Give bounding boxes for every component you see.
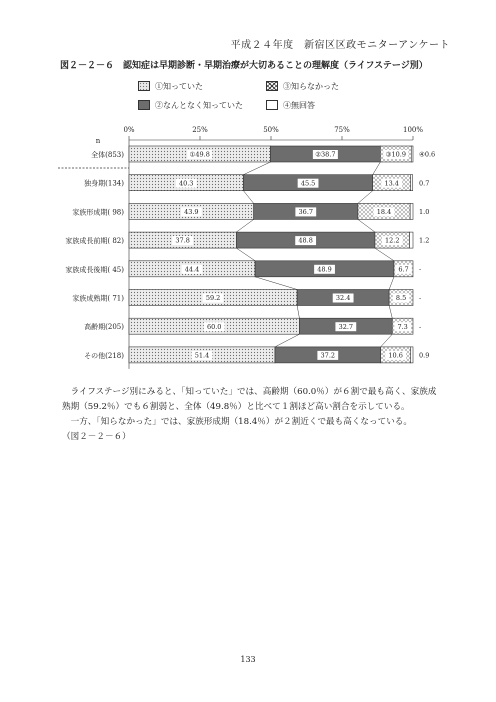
category-label: 家族形成期( 98) — [72, 208, 124, 217]
data-label-know: 44.4 — [184, 265, 200, 274]
category-label: その他(218) — [84, 351, 124, 360]
data-label-not-known: 6.7 — [398, 265, 409, 274]
bar-connector-line — [389, 306, 392, 319]
bar-connector-line — [255, 277, 297, 290]
bar-connector-line — [236, 248, 255, 261]
data-label-somewhat: 45.5 — [300, 179, 316, 188]
legend-item-not-known — [266, 80, 339, 92]
data-label-not-known: 10.6 — [388, 351, 403, 360]
bar-segment-no-answer — [411, 347, 413, 363]
x-tick-label: 50% — [263, 126, 279, 134]
bar-connector-line — [236, 219, 253, 232]
data-label-not-known: ③10.9 — [385, 150, 406, 159]
data-label-no-answer: 1.0 — [419, 208, 430, 216]
data-label-no-answer: 0.9 — [419, 351, 430, 360]
legend-item-somewhat — [138, 99, 243, 111]
bar-connector-line — [358, 191, 373, 204]
data-label-no-answer: 0.7 — [419, 179, 430, 188]
legend-label: ④無回答 — [283, 100, 315, 110]
bar-connector-line — [297, 306, 299, 319]
x-tick-label: 25% — [192, 126, 208, 134]
data-label-not-known: 13.4 — [384, 179, 399, 188]
data-label-know: 51.4 — [194, 351, 210, 360]
bar-connector-line — [275, 334, 299, 347]
legend-label: ①知っていた — [155, 81, 203, 91]
category-label: 家族成長前期( 82) — [65, 237, 124, 246]
legend-label: ③知らなかった — [283, 81, 339, 91]
bar-connector-line — [375, 248, 394, 261]
data-label-not-known: 8.5 — [395, 294, 407, 303]
x-tick-label: 0% — [123, 126, 135, 134]
n-label: n — [95, 137, 101, 145]
figure-title: 図２－２－６ 認知症は早期診断・早期治療が大切あることの理解度（ライフステージ別） — [60, 61, 428, 71]
body-paragraph: 一方、「知らなかった」では、家族形成期（18.4％）が２割近くで最も高くなっている。 — [70, 417, 412, 427]
data-label-somewhat: 48.8 — [298, 236, 313, 245]
data-label-no-answer: 1.2 — [419, 236, 430, 245]
data-label-know: 43.9 — [184, 208, 199, 216]
body-text — [62, 385, 444, 445]
data-label-no-answer: - — [419, 322, 422, 331]
data-label-somewhat: 48.9 — [317, 265, 332, 274]
bar-connector-line — [381, 334, 393, 347]
data-label-somewhat: 32.4 — [335, 294, 351, 303]
data-label-not-known: 7.3 — [397, 322, 408, 331]
category-label: 高齢期(205) — [84, 323, 124, 332]
data-label-no-answer: ④0.6 — [419, 150, 436, 159]
page-number: 133 — [240, 655, 256, 664]
legend-item-no-answer — [266, 99, 315, 111]
data-label-not-known: 18.4 — [376, 208, 392, 216]
category-label: 家族成長後期( 45) — [65, 265, 124, 274]
data-label-know: 59.2 — [205, 294, 221, 303]
bar-segment-no-answer — [411, 175, 413, 191]
data-label-somewhat: 32.7 — [338, 322, 354, 331]
data-label-know: 37.8 — [175, 236, 190, 245]
legend-swatch-dots — [138, 81, 150, 91]
body-paragraph: ライフステージ別にみると、「知っていた」では、高齢期（60.0％）が６割で最も高く、家族成熟期（59.2％）でも６割弱と、全体（49.8％）と比べて１割ほど高い割合を示している。 — [62, 387, 437, 412]
data-label-somewhat: 37.2 — [320, 351, 336, 360]
bar-connector-line — [358, 219, 375, 232]
legend-swatch-crosshatch — [266, 81, 278, 91]
page-header: 平成２４年度 新宿区区政モニターアンケート — [230, 40, 450, 51]
data-label-know: 40.3 — [178, 179, 194, 188]
bar-connector-line — [389, 277, 394, 290]
bar-segment-no-answer — [410, 232, 413, 248]
data-label-know: ①49.8 — [189, 150, 210, 159]
bar-segment-no-answer — [411, 146, 413, 162]
data-label-no-answer: - — [419, 294, 422, 303]
legend-swatch-white — [266, 100, 278, 110]
data-label-no-answer: - — [419, 265, 422, 274]
legend-label: ②なんとなく知っていた — [155, 100, 243, 110]
category-label: 独身期(134) — [84, 179, 124, 188]
data-label-somewhat: ②38.7 — [315, 150, 336, 159]
stacked-bar-chart — [40, 120, 460, 370]
bar-connector-line — [243, 162, 270, 175]
x-tick-label: 75% — [334, 126, 350, 134]
data-label-not-known: 12.2 — [385, 236, 400, 245]
x-tick-label: 100% — [402, 126, 424, 134]
data-label-know: 60.0 — [206, 322, 222, 331]
bar-segment-no-answer — [410, 203, 413, 219]
bar-connector-line — [373, 162, 381, 175]
data-label-somewhat: 36.7 — [298, 208, 314, 216]
category-label: 全体(853) — [91, 151, 124, 159]
legend-swatch-dark — [138, 100, 150, 110]
legend-item-know — [138, 80, 203, 92]
category-label: 家族成熟期( 71) — [72, 294, 124, 303]
bar-connector-line — [243, 191, 253, 204]
body-paragraph: （図２－２－６） — [62, 432, 131, 442]
